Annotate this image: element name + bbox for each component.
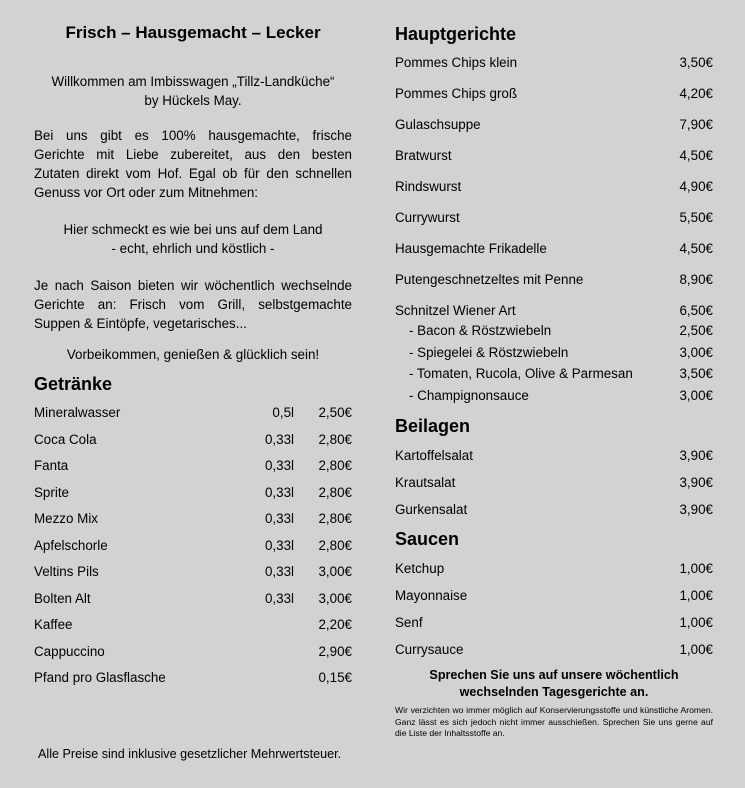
item-volume: 0,33l xyxy=(264,458,294,473)
list-item xyxy=(395,496,713,523)
list-item xyxy=(395,171,713,202)
item-name: Cappuccino xyxy=(34,643,105,659)
list-item xyxy=(395,555,713,582)
item-price: 2,20€ xyxy=(318,617,352,632)
item-price: 3,00€ xyxy=(318,590,352,606)
welcome-text: Willkommen am Imbisswagen „Tillz-Landküche“ by Hückels May. xyxy=(51,74,335,108)
item-name: Veltins Pils xyxy=(34,564,99,579)
item-name: Pfand pro Glasflasche xyxy=(34,670,166,685)
item-volume: 0,33l xyxy=(264,511,294,526)
item-volume: 0,33l xyxy=(264,590,294,606)
item-price: 4,50€ xyxy=(679,241,713,256)
drinks-list xyxy=(34,400,352,692)
list-item xyxy=(395,233,713,264)
item-name: Putengeschnetzeltes mit Penne xyxy=(395,272,584,287)
item-name: Mezzo Mix xyxy=(34,511,98,526)
item-price: 2,80€ xyxy=(318,484,352,500)
item-name: Ketchup xyxy=(395,561,445,576)
list-item xyxy=(395,78,713,109)
list-item xyxy=(34,586,352,613)
item-price: 3,50€ xyxy=(679,366,713,381)
item-price: 2,50€ xyxy=(679,323,713,338)
sauces-list xyxy=(395,555,713,663)
item-volume xyxy=(234,639,294,666)
item-price: 3,00€ xyxy=(318,564,352,579)
seasonal-paragraph: Je nach Saison bieten wir wöchentlich wechselnde Gerichte an: Frisch vom Grill, selbstgemachte Suppen & Eintöpfe, vegetarisches... xyxy=(34,278,352,331)
list-item xyxy=(395,469,713,496)
item-volume xyxy=(234,612,294,639)
item-name: Gurkensalat xyxy=(395,502,468,517)
hero-title: Frisch – Hausgemacht – Lecker xyxy=(65,23,321,42)
item-price: 4,50€ xyxy=(679,148,713,163)
cta-text: Vorbeikommen, genießen & glücklich sein! xyxy=(66,347,320,362)
sides-title: Beilagen xyxy=(395,416,471,436)
item-name: Mineralwasser xyxy=(34,405,121,420)
quote-line-2: - echt, ehrlich und köstlich - xyxy=(111,241,275,256)
schnitzel-options xyxy=(395,320,713,406)
item-volume: 0,33l xyxy=(264,564,294,579)
item-name: Senf xyxy=(395,615,423,630)
item-price: 1,00€ xyxy=(679,588,713,603)
item-price: 3,00€ xyxy=(679,344,713,360)
list-item xyxy=(395,385,713,407)
item-price: 4,20€ xyxy=(679,86,713,101)
list-item xyxy=(395,342,713,364)
item-volume xyxy=(234,665,294,692)
list-item xyxy=(34,639,352,666)
item-price: 3,00€ xyxy=(679,387,713,403)
mains-list xyxy=(395,47,713,326)
item-price: 4,90€ xyxy=(679,179,713,194)
item-price: 8,90€ xyxy=(679,272,713,287)
list-item xyxy=(34,480,352,507)
item-name: Pommes Chips klein xyxy=(395,55,518,70)
item-name: - Tomaten, Rucola, Olive & Parmesan xyxy=(409,366,633,381)
list-item xyxy=(395,582,713,609)
item-price: 3,90€ xyxy=(679,448,713,463)
item-name: Fanta xyxy=(34,458,69,473)
mains-title: Hauptgerichte xyxy=(395,24,517,44)
item-price: 1,00€ xyxy=(679,642,713,657)
item-price: 3,50€ xyxy=(679,55,713,70)
quote-line-1: Hier schmeckt es wie bei uns auf dem Land xyxy=(63,222,323,237)
item-name: Bratwurst xyxy=(395,148,452,163)
item-name: Kaffee xyxy=(34,617,73,632)
sides-list xyxy=(395,442,713,523)
item-price: 7,90€ xyxy=(679,117,713,132)
item-volume: 0,33l xyxy=(264,537,294,553)
right-column xyxy=(395,22,713,740)
item-price: 3,90€ xyxy=(679,475,713,490)
item-price: 3,90€ xyxy=(679,502,713,517)
item-name: - Champignonsauce xyxy=(409,387,529,403)
list-item xyxy=(395,264,713,295)
item-volume: 0,5l xyxy=(272,405,294,420)
item-price: 2,80€ xyxy=(318,511,352,526)
list-item xyxy=(395,363,713,385)
item-name: Hausgemachte Frikadelle xyxy=(395,241,547,256)
list-item xyxy=(34,559,352,586)
item-price: 2,80€ xyxy=(318,431,352,447)
item-name: Apfelschorle xyxy=(34,537,108,553)
item-name: Kartoffelsalat xyxy=(395,448,473,463)
list-item xyxy=(34,427,352,454)
item-name: Bolten Alt xyxy=(34,590,91,606)
item-price: 0,15€ xyxy=(318,670,352,685)
item-name: Pommes Chips groß xyxy=(395,86,518,101)
item-name: Coca Cola xyxy=(34,431,97,447)
item-name: Mayonnaise xyxy=(395,588,468,603)
list-item xyxy=(34,665,352,692)
quote xyxy=(34,220,352,258)
item-price: 2,50€ xyxy=(318,405,352,420)
item-volume: 0,33l xyxy=(264,431,294,447)
item-volume: 0,33l xyxy=(264,484,294,500)
list-item xyxy=(395,320,713,342)
item-name: Rindswurst xyxy=(395,179,462,194)
item-price: 2,90€ xyxy=(318,643,352,659)
item-price: 2,80€ xyxy=(318,537,352,553)
item-price: 1,00€ xyxy=(679,615,713,630)
item-name: Gulaschsuppe xyxy=(395,117,481,132)
drinks-title: Getränke xyxy=(34,374,113,394)
weekly-dishes-note: Sprechen Sie uns auf unsere wöchentlich wechselnden Tagesgerichte an. xyxy=(429,668,679,699)
item-name: Currysauce xyxy=(395,642,464,657)
left-column xyxy=(34,22,352,692)
item-name: - Bacon & Röstzwiebeln xyxy=(409,323,552,338)
item-price: 1,00€ xyxy=(679,561,713,576)
list-item xyxy=(34,506,352,533)
list-item xyxy=(395,442,713,469)
item-name: Currywurst xyxy=(395,210,460,225)
list-item xyxy=(395,636,713,663)
item-price: 2,80€ xyxy=(318,458,352,473)
list-item xyxy=(34,533,352,560)
item-name: Sprite xyxy=(34,484,69,500)
intro-paragraph: Bei uns gibt es 100% hausgemachte, frische Gerichte mit Liebe zubereitet, aus den besten Zutaten direkt vom Hof. Egal ob für den schnellen Genuss vor Ort oder zum Mitnehmen: xyxy=(34,128,352,200)
vat-disclaimer: Alle Preise sind inklusive gesetzlicher Mehrwertsteuer. xyxy=(38,747,342,761)
list-item xyxy=(395,202,713,233)
ingredients-fine-print: Wir verzichten wo immer möglich auf Konservierungsstoffe und künstliche Aromen. Ganz lässt es sich jedoch nicht immer ausschießen. Sprechen Sie uns gerne auf die Liste der Inhaltsstoffe an. xyxy=(395,705,713,738)
list-item xyxy=(34,612,352,639)
list-item xyxy=(395,47,713,78)
list-item xyxy=(34,400,352,427)
sauces-title: Saucen xyxy=(395,529,460,549)
item-name: Schnitzel Wiener Art xyxy=(395,303,516,318)
list-item xyxy=(395,109,713,140)
item-name: - Spiegelei & Röstzwiebeln xyxy=(409,344,569,360)
item-price: 6,50€ xyxy=(679,303,713,318)
item-price: 5,50€ xyxy=(679,210,713,225)
item-name: Krautsalat xyxy=(395,475,456,490)
list-item xyxy=(34,453,352,480)
list-item xyxy=(395,140,713,171)
list-item xyxy=(395,609,713,636)
